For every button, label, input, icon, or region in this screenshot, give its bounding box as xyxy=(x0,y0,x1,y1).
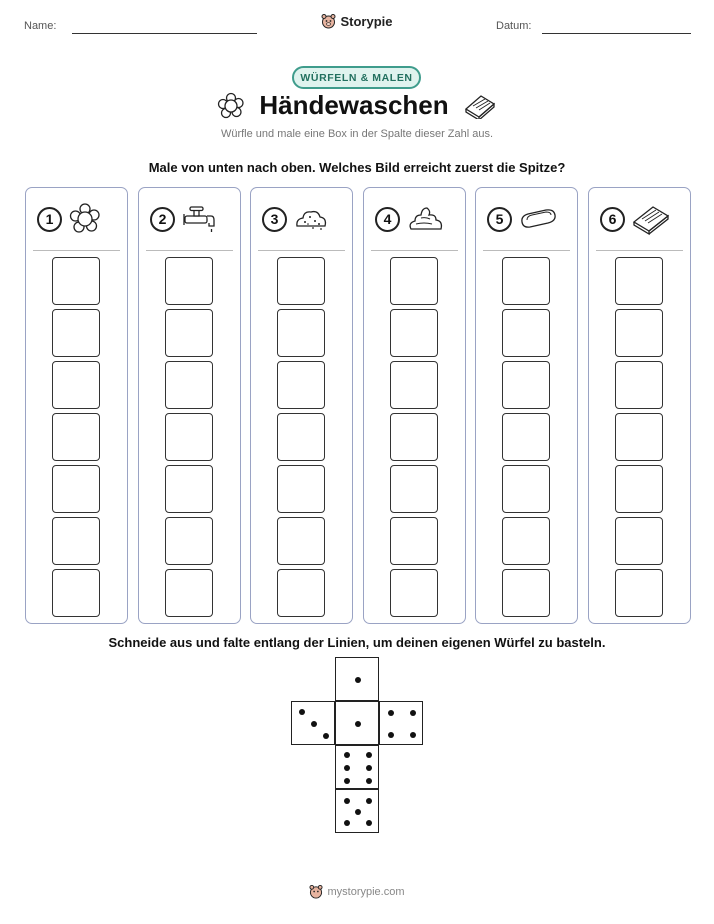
color-box[interactable] xyxy=(165,517,213,565)
dirt-icon xyxy=(293,202,329,236)
color-box[interactable] xyxy=(502,413,550,461)
color-box[interactable] xyxy=(615,361,663,409)
die-pip xyxy=(344,765,350,771)
die-face xyxy=(335,657,379,701)
column-number: 3 xyxy=(262,207,287,232)
color-box[interactable] xyxy=(390,361,438,409)
column-number: 1 xyxy=(37,207,62,232)
color-box[interactable] xyxy=(52,257,100,305)
name-line[interactable] xyxy=(72,33,257,34)
die-pip xyxy=(355,809,361,815)
column-divider xyxy=(596,250,683,251)
date-line[interactable] xyxy=(542,33,691,34)
column-number: 4 xyxy=(375,207,400,232)
color-box[interactable] xyxy=(502,361,550,409)
towel-icon xyxy=(463,93,497,119)
die-pip xyxy=(355,721,361,727)
title-row xyxy=(0,90,714,121)
die-pip xyxy=(299,709,305,715)
color-box[interactable] xyxy=(277,517,325,565)
die-pip xyxy=(388,710,394,716)
footer xyxy=(0,884,714,899)
column-divider xyxy=(258,250,345,251)
color-box[interactable] xyxy=(165,361,213,409)
die-face xyxy=(335,789,379,833)
name-label: Name: xyxy=(24,20,57,32)
die-pip xyxy=(366,752,372,758)
soap-foam-icon xyxy=(406,202,446,236)
color-box[interactable] xyxy=(277,413,325,461)
column-number: 6 xyxy=(600,207,625,232)
die-pip xyxy=(311,721,317,727)
color-box[interactable] xyxy=(615,413,663,461)
die-face xyxy=(291,701,335,745)
column-divider xyxy=(146,250,233,251)
storypie-mascot-icon xyxy=(321,13,336,29)
column-1 xyxy=(25,187,128,624)
color-box[interactable] xyxy=(52,465,100,513)
color-box[interactable] xyxy=(165,309,213,357)
color-box[interactable] xyxy=(390,569,438,617)
date-label: Datum: xyxy=(496,20,532,32)
footer-url: mystorypie.com xyxy=(327,885,405,898)
color-box[interactable] xyxy=(390,257,438,305)
color-box[interactable] xyxy=(165,569,213,617)
color-box[interactable] xyxy=(277,465,325,513)
die-pip xyxy=(366,820,372,826)
column-number: 2 xyxy=(150,207,175,232)
color-box[interactable] xyxy=(502,257,550,305)
germ-icon xyxy=(217,92,245,120)
color-box[interactable] xyxy=(277,309,325,357)
die-pip xyxy=(410,710,416,716)
color-box[interactable] xyxy=(277,569,325,617)
column-5 xyxy=(475,187,578,624)
die-pip xyxy=(366,778,372,784)
color-box[interactable] xyxy=(277,257,325,305)
die-pip xyxy=(344,798,350,804)
die-pip xyxy=(410,732,416,738)
color-box[interactable] xyxy=(52,309,100,357)
die-pip xyxy=(344,752,350,758)
color-box[interactable] xyxy=(165,257,213,305)
column-divider xyxy=(33,250,120,251)
color-box[interactable] xyxy=(615,569,663,617)
column-divider xyxy=(483,250,570,251)
color-box[interactable] xyxy=(390,413,438,461)
color-box[interactable] xyxy=(165,465,213,513)
towel-icon xyxy=(631,202,671,236)
die-pip xyxy=(355,677,361,683)
column-2 xyxy=(138,187,241,624)
die-pip xyxy=(323,733,329,739)
die-pip xyxy=(366,765,372,771)
die-pip xyxy=(344,820,350,826)
color-box[interactable] xyxy=(52,569,100,617)
color-box[interactable] xyxy=(52,413,100,461)
column-divider xyxy=(371,250,458,251)
storypie-mascot-icon xyxy=(309,884,323,899)
color-box[interactable] xyxy=(615,465,663,513)
color-box[interactable] xyxy=(502,309,550,357)
die-face xyxy=(335,745,379,789)
color-box[interactable] xyxy=(615,309,663,357)
color-box[interactable] xyxy=(615,517,663,565)
brand-name: Storypie xyxy=(340,13,393,29)
soap-bar-icon xyxy=(518,202,558,236)
die-pip xyxy=(366,798,372,804)
color-box[interactable] xyxy=(390,309,438,357)
die-face xyxy=(335,701,379,745)
color-box[interactable] xyxy=(165,413,213,461)
brand-logo xyxy=(0,13,714,29)
column-6 xyxy=(588,187,691,624)
color-box[interactable] xyxy=(502,569,550,617)
column-3 xyxy=(250,187,353,624)
faucet-icon xyxy=(181,202,217,236)
color-box[interactable] xyxy=(390,517,438,565)
color-box[interactable] xyxy=(502,517,550,565)
cut-instruction: Schneide aus und falte entlang der Linien, um deinen eigenen Würfel zu basteln. xyxy=(108,635,606,650)
die-face xyxy=(379,701,423,745)
color-box[interactable] xyxy=(52,517,100,565)
page-title: Händewaschen xyxy=(259,90,449,120)
germ-icon xyxy=(68,202,102,236)
color-box[interactable] xyxy=(615,257,663,305)
die-pip xyxy=(344,778,350,784)
column-4 xyxy=(363,187,466,624)
subtitle: Würfle und male eine Box in der Spalte dieser Zahl aus. xyxy=(220,128,494,140)
color-box[interactable] xyxy=(52,361,100,409)
color-box[interactable] xyxy=(277,361,325,409)
instruction-text: Male von unten nach oben. Welches Bild erreicht zuerst die Spitze? xyxy=(148,160,566,175)
column-number: 5 xyxy=(487,207,512,232)
category-badge: WÜRFELN & MALEN xyxy=(292,66,421,89)
color-box[interactable] xyxy=(390,465,438,513)
color-box[interactable] xyxy=(502,465,550,513)
die-pip xyxy=(388,732,394,738)
